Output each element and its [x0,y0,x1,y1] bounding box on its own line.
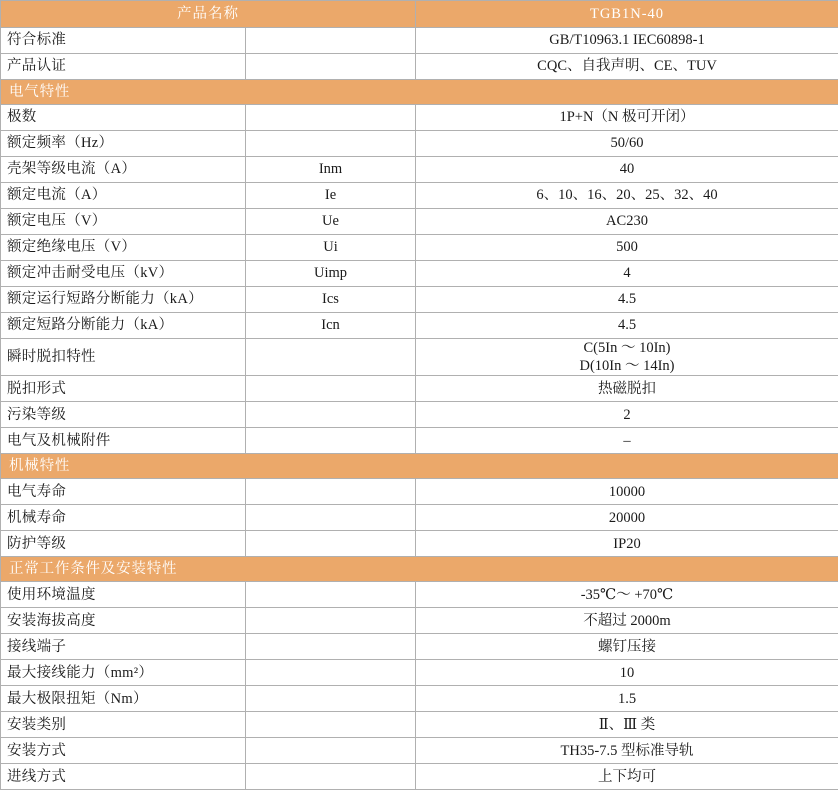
row-label: 额定短路分断能力（kA） [1,313,246,339]
row-value: 20000 [416,505,838,531]
row-value: 6、10、16、20、25、32、40 [416,183,838,209]
row-label: 壳架等级电流（A） [1,157,246,183]
table-row [1,287,838,313]
section-title: 正常工作条件及安装特性 [1,557,838,582]
row-symbol [246,428,416,454]
row-value: Ⅱ、Ⅲ 类 [416,712,838,738]
row-value: AC230 [416,209,838,235]
table-row [1,428,838,454]
row-symbol [246,712,416,738]
row-label: 产品认证 [1,54,246,80]
table-row [1,28,838,54]
row-value: 螺钉压接 [416,634,838,660]
table-row [1,660,838,686]
row-label: 机械寿命 [1,505,246,531]
table-row [1,712,838,738]
table-row [1,582,838,608]
row-label: 电气及机械附件 [1,428,246,454]
table-row [1,505,838,531]
row-label: 额定电流（A） [1,183,246,209]
row-symbol [246,531,416,557]
row-value: 10000 [416,479,838,505]
row-symbol [246,738,416,764]
row-value: CQC、自我声明、CE、TUV [416,54,838,80]
row-value [416,339,838,376]
row-symbol: Ics [246,287,416,313]
row-value: 40 [416,157,838,183]
row-value: 4.5 [416,313,838,339]
table-row [1,634,838,660]
row-symbol [246,105,416,131]
row-label: 进线方式 [1,764,246,790]
row-label: 额定频率（Hz） [1,131,246,157]
row-symbol: Ie [246,183,416,209]
row-symbol: Ui [246,235,416,261]
row-label: 安装海拔高度 [1,608,246,634]
row-value: 1P+N（N 极可开闭） [416,105,838,131]
row-label: 污染等级 [1,402,246,428]
section-title: 机械特性 [1,454,838,479]
table-row [1,105,838,131]
row-symbol: Inm [246,157,416,183]
row-value: 不超过 2000m [416,608,838,634]
row-label: 极数 [1,105,246,131]
table-section-row [1,557,838,582]
row-label: 符合标准 [1,28,246,54]
table-row [1,738,838,764]
row-symbol [246,28,416,54]
header-product-model: TGB1N-40 [416,1,838,28]
row-value-line2: D(10In ～ 14In) [422,357,832,375]
row-label: 使用环境温度 [1,582,246,608]
row-symbol [246,764,416,790]
table-row [1,479,838,505]
table-row [1,261,838,287]
row-label: 安装类别 [1,712,246,738]
row-label: 最大极限扭矩（Nm） [1,686,246,712]
row-label: 瞬时脱扣特性 [1,339,246,376]
table-section-row [1,454,838,479]
table-row [1,531,838,557]
table-row [1,54,838,80]
row-symbol [246,131,416,157]
section-title: 电气特性 [1,80,838,105]
row-symbol [246,376,416,402]
row-value: 500 [416,235,838,261]
row-symbol [246,608,416,634]
table-section-row [1,80,838,105]
table-row [1,131,838,157]
row-label: 额定绝缘电压（V） [1,235,246,261]
row-label: 额定电压（V） [1,209,246,235]
row-value: -35℃～ +70℃ [416,582,838,608]
row-value: – [416,428,838,454]
table-row [1,313,838,339]
table-header-row [1,1,838,28]
row-symbol: Uimp [246,261,416,287]
table-row [1,339,838,376]
row-value: 1.5 [416,686,838,712]
row-value: 热磁脱扣 [416,376,838,402]
row-symbol: Ue [246,209,416,235]
row-symbol [246,339,416,376]
row-symbol [246,686,416,712]
row-value: IP20 [416,531,838,557]
row-symbol: Icn [246,313,416,339]
row-label: 额定运行短路分断能力（kA） [1,287,246,313]
row-value: GB/T10963.1 IEC60898-1 [416,28,838,54]
row-symbol [246,582,416,608]
row-symbol [246,54,416,80]
row-label: 安装方式 [1,738,246,764]
row-value: 10 [416,660,838,686]
row-symbol [246,402,416,428]
row-label: 接线端子 [1,634,246,660]
table-row [1,209,838,235]
table-row [1,764,838,790]
row-value: 上下均可 [416,764,838,790]
row-label: 电气寿命 [1,479,246,505]
row-value-line1: C(5In ～ 10In) [422,339,832,357]
header-product-name-label: 产品名称 [1,1,416,28]
row-value: 2 [416,402,838,428]
row-label: 防护等级 [1,531,246,557]
row-symbol [246,479,416,505]
row-symbol [246,660,416,686]
table-row [1,235,838,261]
table-row [1,376,838,402]
table-row [1,608,838,634]
row-label: 额定冲击耐受电压（kV） [1,261,246,287]
table-row [1,157,838,183]
row-symbol [246,634,416,660]
row-symbol [246,505,416,531]
row-label: 最大接线能力（mm²） [1,660,246,686]
row-value: 4.5 [416,287,838,313]
row-value: 50/60 [416,131,838,157]
row-label: 脱扣形式 [1,376,246,402]
table-row [1,183,838,209]
row-value: TH35-7.5 型标准导轨 [416,738,838,764]
table-row [1,686,838,712]
row-value: 4 [416,261,838,287]
table-row [1,402,838,428]
